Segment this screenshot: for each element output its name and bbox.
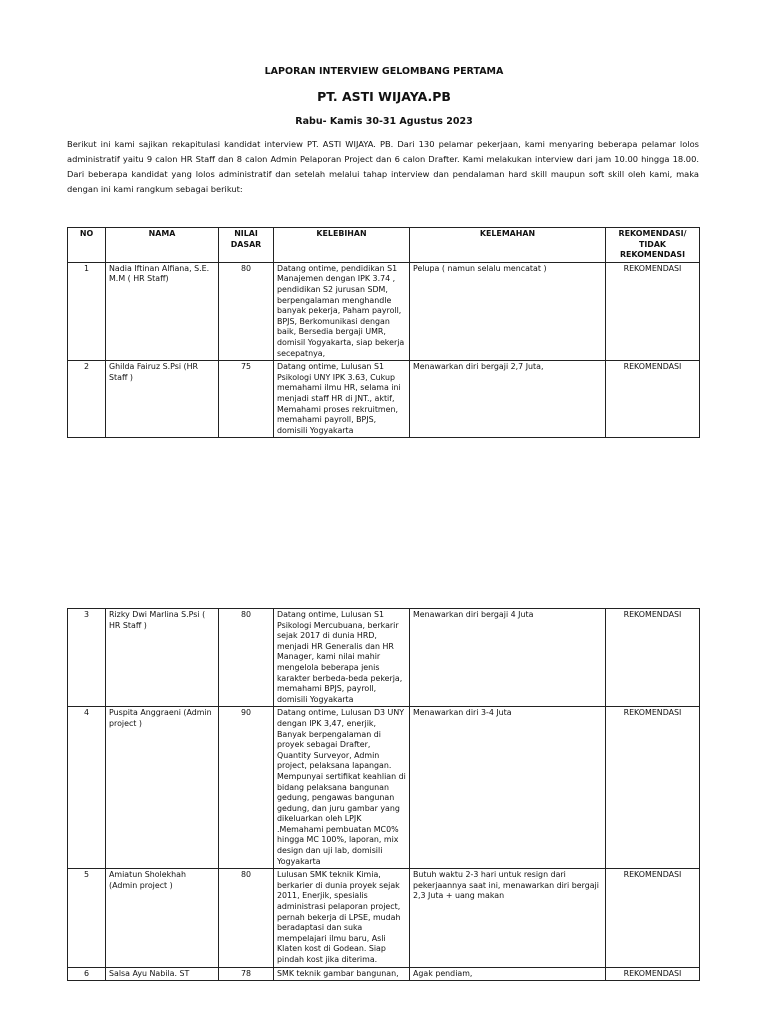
header-kelemahan: KELEMAHAN [410,228,606,263]
report-title: LAPORAN INTERVIEW GELOMBANG PERTAMA [264,66,504,77]
row-rekomendasi: REKOMENDASI [606,707,700,869]
row-nama: Amiatun Sholekhah (Admin project ) [106,869,219,967]
table-row [68,361,700,438]
row-no: 4 [68,707,106,869]
table-row [68,707,700,869]
row-no: 5 [68,869,106,967]
row-kelemahan: Menawarkan diri 3-4 Juta [410,707,606,869]
candidate-table-part1 [67,227,700,438]
row-rekomendasi: REKOMENDASI [606,361,700,438]
header-kelebihan: KELEBIHAN [274,228,410,263]
row-kelebihan: Datang ontime, pendidikan S1 Manajemen dengan IPK 3.74 , pendidikan S2 jurusan SDM, berpengalaman menghandle banyak pekerja, Paham payroll, BPJS, Berkomunikasi dengan baik, Bersedia bergaji UMR, domisil Yogyakarta, siap bekerja secepatnya, [274,262,410,360]
row-kelebihan: Lulusan SMK teknik Kimia, berkarier di dunia proyek sejak 2011, Enerjik, spesialis administrasi pelaporan project, pernah bekerja di LPSE, mudah beradaptasi dan suka mempelajari ilmu baru, Asli Klaten kost di Godean. Siap pindah kost jika diterima. [274,869,410,967]
table-row [68,869,700,967]
table-row [68,262,700,360]
row-kelemahan: Menawarkan diri bergaji 4 Juta [410,609,606,707]
table-row [68,609,700,707]
table-row [68,967,700,981]
candidate-table-part2 [67,608,700,981]
header-nilai-dasar: NILAI DASAR [219,228,274,263]
row-kelemahan: Menawarkan diri bergaji 2,7 Juta, [410,361,606,438]
row-nama: Ghilda Fairuz S.Psi (HR Staff ) [106,361,219,438]
table-header-row [68,228,700,263]
row-nilai: 78 [219,967,274,981]
row-nama: Puspita Anggraeni (Admin project ) [106,707,219,869]
row-kelebihan: Datang ontime, Lulusan D3 UNY dengan IPK 3,47, enerjik, Banyak berpengalaman di proyek sebagai Drafter, Quantity Surveyor, Admin project, pelaksana lapangan. Mempunyai sertifikat keahlian di bidang pelaksana bangunan gedung, pengawas bangunan gedung, dan juru gambar yang dikeluarkan oleh LPJK .Memahami pembuatan MC0% hingga MC 100%, laporan, mix design dan uji lab, domisili Yogyakarta [274,707,410,869]
report-date: Rabu- Kamis 30-31 Agustus 2023 [295,116,473,127]
row-nama: Rizky Dwi Marlina S.Psi ( HR Staff ) [106,609,219,707]
row-rekomendasi: REKOMENDASI [606,967,700,981]
row-no: 2 [68,361,106,438]
row-no: 3 [68,609,106,707]
row-nilai: 80 [219,869,274,967]
row-kelebihan: Datang ontime, Lulusan S1 Psikologi UNY IPK 3.63, Cukup memahami ilmu HR, selama ini menjadi staff HR di JNT., aktif, Memahami proses rekruitmen, memahami payroll, BPJS, domisili Yogyakarta [274,361,410,438]
row-no: 1 [68,262,106,360]
row-nilai: 75 [219,361,274,438]
row-nilai: 80 [219,262,274,360]
row-rekomendasi: REKOMENDASI [606,609,700,707]
header-rekomendasi: REKOMENDASI/ TIDAK REKOMENDASI [606,228,700,263]
row-nilai: 90 [219,707,274,869]
header-no: NO [68,228,106,263]
row-kelebihan: Datang ontime, Lulusan S1 Psikologi Mercubuana, berkarir sejak 2017 di dunia HRD, menjadi HR Generalis dan HR Manager, kami nilai mahir mengelola beberapa jenis karakter berbeda-beda pekerja, memahami BPJS, payroll, domisili Yogyakarta [274,609,410,707]
row-kelemahan: Pelupa ( namun selalu mencatat ) [410,262,606,360]
row-kelemahan: Agak pendiam, [410,967,606,981]
row-no: 6 [68,967,106,981]
row-nama: Salsa Ayu Nabila. ST [106,967,219,981]
row-kelebihan: SMK teknik gambar bangunan, [274,967,410,981]
row-rekomendasi: REKOMENDASI [606,869,700,967]
row-nama: Nadia Iftinan Alfiana, S.E. M.M ( HR Staff) [106,262,219,360]
row-nilai: 80 [219,609,274,707]
header-nama: NAMA [106,228,219,263]
row-rekomendasi: REKOMENDASI [606,262,700,360]
row-kelemahan: Butuh waktu 2-3 hari untuk resign dari pekerjaannya saat ini, menawarkan diri bergaji 2,3 Juta + uang makan [410,869,606,967]
company-name: PT. ASTI WIJAYA.PB [317,89,451,104]
intro-paragraph: Berikut ini kami sajikan rekapitulasi kandidat interview PT. ASTI WIJAYA. PB. Dari 130 pelamar pekerjaan, kami menyaring beberapa pelamar lolos administratif yaitu 9 calon HR Staff dan 8 calon Admin Pelaporan Project dan 6 calon Drafter. Kami melakukan interview dari jam 10.00 hingga 18.00. Dari beberapa kandidat yang lolos administratif dan setelah melalui tahap interview dan pendalaman hard skill maupun soft skill oleh kami, maka dengan ini kami rangkum sebagai berikut: [67,139,699,194]
